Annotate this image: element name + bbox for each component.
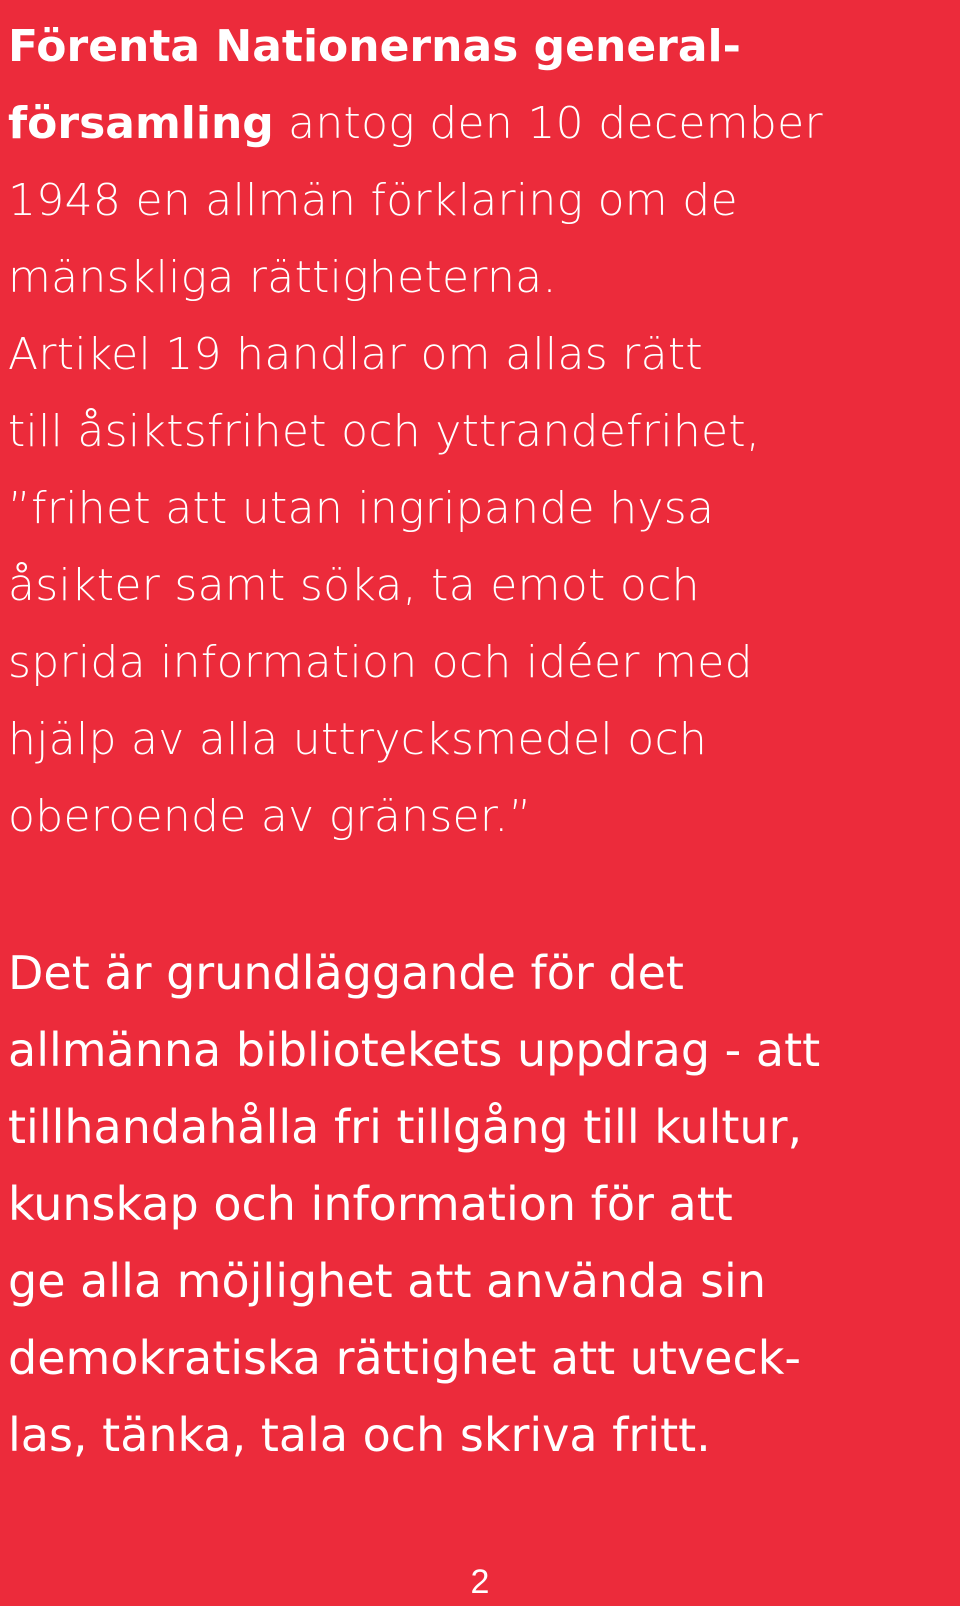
- line-text: Artikel 19 handlar om allas rätt: [8, 329, 703, 380]
- text-line: tillhandahålla fri tillgång till kultur,: [8, 1100, 803, 1154]
- text-line: [8, 624, 948, 701]
- line-text: antog den 10 december: [273, 98, 823, 149]
- bold-text: församling: [8, 98, 274, 149]
- line-text: åsikter samt söka, ta emot och: [8, 560, 700, 611]
- line-text: mänskliga rättigheterna.: [8, 252, 557, 303]
- text-line: las, tänka, tala och skriva fritt.: [8, 1408, 711, 1462]
- text-line: [8, 701, 948, 778]
- text-line: allmänna bibliotekets uppdrag - att: [8, 1023, 821, 1077]
- line-text: oberoende av gränser.”: [8, 791, 532, 842]
- text-line: [8, 162, 948, 239]
- text-line: [8, 778, 948, 855]
- text-line: [8, 85, 948, 162]
- page-number: 2: [470, 1563, 490, 1601]
- line-text: sprida information och idéer med: [8, 637, 753, 688]
- text-line: [8, 470, 948, 547]
- line-text: ”frihet att utan ingripande hysa: [8, 483, 715, 534]
- text-line: demokratiska rättighet att utveck-: [8, 1331, 802, 1385]
- paragraph-library-mission: [8, 935, 948, 1474]
- text-line: [8, 239, 948, 316]
- text-line: [8, 8, 948, 85]
- line-text: hjälp av alla uttrycksmedel och: [8, 714, 708, 765]
- text-line: [8, 547, 948, 624]
- text-line: kunskap och information för att: [8, 1177, 733, 1231]
- text-line: Det är grundläggande för det: [8, 946, 684, 1000]
- paragraph-declaration: [8, 8, 948, 855]
- line-text: till åsiktsfrihet och yttrandefrihet,: [8, 406, 761, 457]
- text-line: [8, 393, 948, 470]
- text-line: [8, 316, 948, 393]
- line-text: 1948 en allmän förklaring om de: [8, 175, 738, 226]
- bold-text: Förenta Nationernas general-: [8, 21, 741, 72]
- text-line: ge alla möjlighet att använda sin: [8, 1254, 766, 1308]
